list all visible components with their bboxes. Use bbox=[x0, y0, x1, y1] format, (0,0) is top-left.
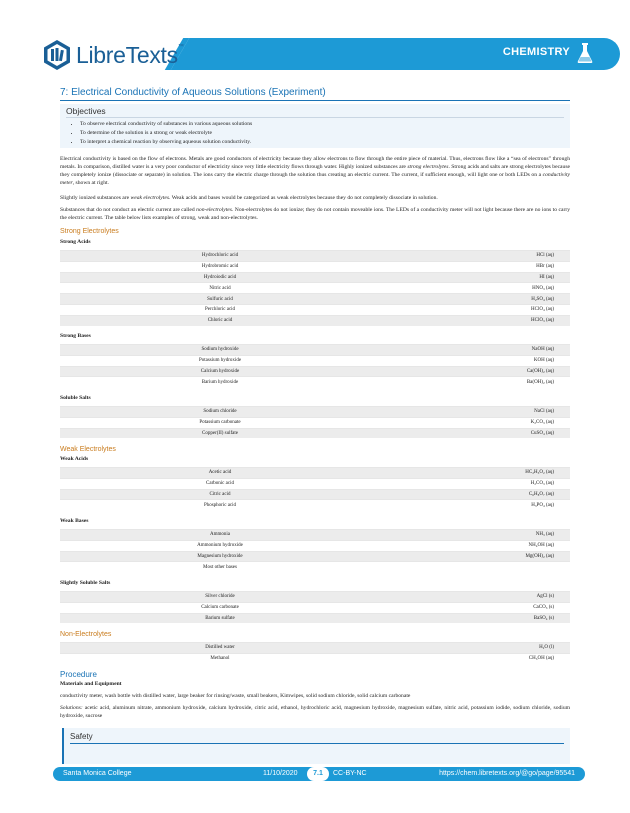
substance-name: Magnesium hydroxide bbox=[197, 553, 243, 559]
substance-formula: AgCl (s) bbox=[536, 594, 554, 600]
strong-bases-table bbox=[60, 344, 570, 387]
substance-name: Copper(II) sulfate bbox=[202, 430, 238, 436]
objectives-title: Objectives bbox=[66, 106, 564, 118]
substance-name: Nitric acid bbox=[209, 285, 231, 291]
table-row bbox=[60, 540, 570, 551]
substance-name: Potassium hydroxide bbox=[198, 358, 242, 364]
table-row bbox=[60, 344, 570, 355]
substance-formula: HI (aq) bbox=[539, 274, 554, 280]
substance-name: Sodium hydroxide bbox=[201, 347, 239, 353]
substance-formula: HNO₃ (aq) bbox=[532, 285, 554, 291]
table-row bbox=[60, 406, 570, 417]
materials-label: Materials and Equipment bbox=[60, 681, 122, 687]
objectives-list bbox=[66, 120, 564, 147]
table-row bbox=[60, 467, 570, 478]
table-row bbox=[60, 561, 570, 572]
substance-formula: Mg(OH)₂ (aq) bbox=[525, 553, 554, 559]
substance-formula: BaSO₄ (s) bbox=[533, 615, 554, 621]
page-footer bbox=[53, 767, 585, 781]
footer-source: Santa Monica College bbox=[63, 770, 132, 777]
weak-bases-table bbox=[60, 529, 570, 572]
substance-name: Chloric acid bbox=[207, 318, 233, 324]
substance-formula: NH₃ (aq) bbox=[535, 532, 554, 538]
substance-name: Perchloric acid bbox=[204, 307, 236, 313]
substance-name: Acetic acid bbox=[208, 470, 232, 476]
flask-icon bbox=[576, 42, 594, 64]
footer-page-number: 7.1 bbox=[307, 767, 329, 781]
subheading-strong-acids: Strong Acids bbox=[60, 239, 91, 245]
intro-paragraph-1: Electrical conductivity is based on the flow of electrons. Metals are good conductors of electricity because they allow electrons to flow through the entire piece of material. Thus, electrons flow like a “sea of electrons” through metals. In comparison, distilled water is a very poor conductor of electricity since very little electricity flows through water. Highly ionized substances are strong electrolytes. Strong acids and salts are strong electrolytes because they completely ionize (dissociate or separate) in solution. The ions carry the electric charge through the solution thus creating an electric current. The current, if sufficient enough, will light one or both LEDs on a conductivity meter, shown at right. bbox=[60, 156, 570, 186]
table-row bbox=[60, 366, 570, 377]
substance-name: Methanol bbox=[210, 656, 230, 662]
slightly-soluble-salts-table bbox=[60, 591, 570, 623]
section-heading-strong: Strong Electrolytes bbox=[60, 228, 119, 235]
substance-formula: C₆H₈O₇ (aq) bbox=[528, 491, 554, 497]
table-row bbox=[60, 489, 570, 500]
soluble-salts-table bbox=[60, 406, 570, 438]
page-title: 7: Electrical Conductivity of Aqueous Solutions (Experiment) bbox=[60, 87, 570, 101]
substance-formula: HCl (aq) bbox=[536, 253, 554, 259]
subheading-weak-bases: Weak Bases bbox=[60, 518, 89, 524]
weak-acids-table bbox=[60, 467, 570, 510]
substance-name: Hydroiodic acid bbox=[203, 274, 237, 280]
substance-name: Distilled water bbox=[205, 645, 235, 651]
procedure-heading: Procedure bbox=[60, 670, 97, 679]
section-heading-non: Non-Electrolytes bbox=[60, 631, 112, 638]
substance-formula: K₂CO₃ (aq) bbox=[530, 420, 554, 426]
logo-text: LibreTexts bbox=[76, 41, 178, 68]
list-item: • To determine of the solution is a strong or weak electrolyte bbox=[80, 129, 564, 138]
safety-box bbox=[62, 728, 570, 764]
substance-formula: CH₃OH (aq) bbox=[528, 656, 554, 662]
substance-formula: Ca(OH)₂ (aq) bbox=[526, 368, 554, 374]
table-row bbox=[60, 417, 570, 428]
page-header bbox=[0, 30, 630, 80]
subheading-weak-acids: Weak Acids bbox=[60, 456, 89, 462]
footer-license: CC-BY-NC bbox=[333, 770, 367, 777]
substance-name: Calcium carbonate bbox=[201, 605, 239, 611]
table-row bbox=[60, 304, 570, 315]
subheading-slightly-soluble-salts: Slightly Soluble Salts bbox=[60, 580, 111, 586]
objectives-box bbox=[60, 104, 570, 148]
table-row bbox=[60, 602, 570, 613]
materials-text: conductivity meter, wash bottle with distilled water, large beaker for rinsing/waste, small beakers, Kimwipes, solid sodium chloride, solid calcium carbonate bbox=[60, 693, 411, 699]
substance-name: Phosphoric acid bbox=[203, 502, 237, 508]
table-row bbox=[60, 355, 570, 366]
substance-formula: H₂CO₃ (aq) bbox=[530, 481, 554, 487]
non-electrolytes-table bbox=[60, 642, 570, 664]
table-row bbox=[60, 282, 570, 293]
list-item: • To interpret a chemical reaction by observing aqueous solution conductivity. bbox=[80, 138, 564, 147]
substance-formula: CaCO₃ (s) bbox=[533, 605, 554, 611]
section-heading-weak: Weak Electrolytes bbox=[60, 446, 116, 453]
substance-formula: H₂O (l) bbox=[539, 645, 554, 651]
substance-formula: HClO₃ (aq) bbox=[531, 318, 554, 324]
substance-formula: NH₄OH (aq) bbox=[528, 543, 554, 549]
substance-name: Sodium chloride bbox=[203, 409, 237, 415]
table-row bbox=[60, 376, 570, 387]
substance-name: Barium hydroxide bbox=[201, 379, 239, 385]
substance-name: Ammonia bbox=[210, 532, 230, 538]
substance-formula: NaCl (aq) bbox=[534, 409, 554, 415]
table-row bbox=[60, 293, 570, 304]
intro-paragraph-3: Substances that do not conduct an electric current are called non-electrolytes. Non-electrolytes do not ionize; they do not contain moveable ions. The LEDs of a conductivity meter will not light because there are no ions to carry the electric current. The table below lists examples of strong, weak and non-electrolytes. bbox=[60, 207, 570, 221]
table-row bbox=[60, 529, 570, 540]
subheading-soluble-salts: Soluble Salts bbox=[60, 395, 91, 401]
substance-name: Most other bases bbox=[203, 564, 237, 570]
safety-title: Safety bbox=[70, 732, 564, 744]
substance-formula: KOH (aq) bbox=[533, 358, 554, 364]
substance-name: Hydrobromic acid bbox=[201, 264, 239, 270]
strong-acids-table bbox=[60, 250, 570, 326]
table-row bbox=[60, 272, 570, 283]
subheading-strong-bases: Strong Bases bbox=[60, 333, 91, 339]
table-row bbox=[60, 499, 570, 510]
libretexts-logo[interactable] bbox=[42, 38, 184, 72]
substance-formula: HBr (aq) bbox=[536, 264, 554, 270]
substance-name: Barium sulfate bbox=[205, 615, 235, 621]
table-row bbox=[60, 315, 570, 326]
footer-url-link[interactable]: https://chem.libretexts.org/@go/page/95541 bbox=[439, 770, 575, 777]
table-row bbox=[60, 261, 570, 272]
table-row bbox=[60, 551, 570, 562]
substance-formula: H₃PO₄ (aq) bbox=[531, 502, 554, 508]
substance-formula: NaOH (aq) bbox=[531, 347, 554, 353]
libretexts-logo-icon bbox=[42, 39, 72, 71]
substance-formula: HC₂H₃O₂ (aq) bbox=[525, 470, 554, 476]
table-row bbox=[60, 478, 570, 489]
substance-name: Silver chloride bbox=[205, 594, 235, 600]
substance-name: Carbonic acid bbox=[206, 481, 234, 487]
substance-name: Citric acid bbox=[209, 491, 231, 497]
table-row bbox=[60, 428, 570, 439]
substance-name: Ammonium hydroxide bbox=[197, 543, 243, 549]
subject-label[interactable]: CHEMISTRY bbox=[502, 46, 570, 58]
substance-formula: CuSO₄ (aq) bbox=[530, 430, 554, 436]
table-row bbox=[60, 250, 570, 261]
list-item: • To observe electrical conductivity of substances in various aqueous solutions bbox=[80, 120, 564, 129]
substance-formula: Ba(OH)₂ (aq) bbox=[526, 379, 554, 385]
substance-name: Sulfuric acid bbox=[207, 296, 233, 302]
table-row bbox=[60, 653, 570, 664]
substance-name: Hydrochloric acid bbox=[201, 253, 239, 259]
table-row bbox=[60, 591, 570, 602]
substance-name: Calcium hydroxide bbox=[200, 368, 240, 374]
solutions-text: Solutions: acetic acid, aluminum nitrate, ammonium hydroxide, calcium hydroxide, citric acid, ethanol, hydrochloric acid, magnesium hydroxide, magnesium sulfate, nitric acid, potassium iodide, sodium chloride, sodium hydroxide, sucrose bbox=[60, 705, 570, 719]
logo-trademark: ™ bbox=[177, 44, 184, 50]
substance-formula: H₂SO₄ (aq) bbox=[531, 296, 554, 302]
table-row bbox=[60, 642, 570, 653]
substance-formula: HClO₄ (aq) bbox=[531, 307, 554, 313]
table-row bbox=[60, 613, 570, 624]
footer-date: 11/10/2020 bbox=[263, 770, 298, 777]
substance-name: Potassium carbonate bbox=[199, 420, 241, 426]
intro-paragraph-2: Slightly ionized substances are weak electrolytes. Weak acids and bases would be categorized as weak electrolytes because they do not completely dissociate in solution. bbox=[60, 195, 438, 201]
